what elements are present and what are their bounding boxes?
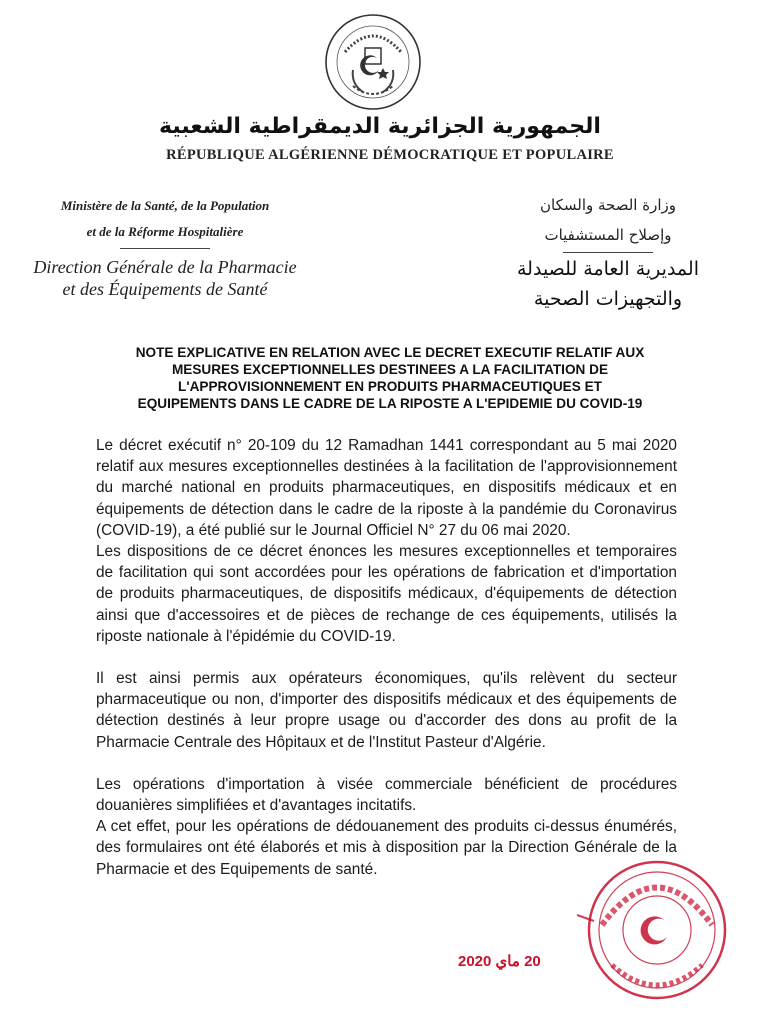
paragraph-3: Il est ainsi permis aux opérateurs économiques, qu'ils relèvent du secteur pharmaceutique ou non, d'importer des dispositifs médicaux et des équipements de détection destinés à leur propre usage ou d'accorder des dons au profit de la Pharmacie Centrale des Hôpitaux et de l'Institut Pasteur d'Algérie.	[96, 670, 677, 751]
ministry-french	[20, 193, 310, 249]
direction-ar-line1: المديرية العامة للصيدلة	[517, 258, 699, 280]
paragraph-4: Les opérations d'importation à visée commerciale bénéficient de procédures douanières simplifiées et d'avantages incitatifs.	[96, 775, 677, 815]
official-seal-icon	[572, 855, 732, 1005]
ministry-arabic	[478, 190, 738, 253]
note-title-line2: MESURES EXCEPTIONNELLES DESTINEES A LA FACILITATION DE	[171, 362, 609, 377]
paragraph-5: A cet effet, pour les opérations de dédouanement des produits ci-dessus énumérés, des formulaires ont été élaborés et mis à disposition par la Direction Générale de la Pharmacie et des Equipements de santé.	[96, 818, 677, 878]
french-republic-title: RÉPUBLIQUE ALGÉRIENNE DÉMOCRATIQUE ET POPULAIRE	[166, 147, 614, 163]
arabic-republic-title: الجمهورية الجزائرية الديمقراطية الشعبية	[159, 114, 601, 139]
date-stamp: 20 ماي 2020	[458, 953, 541, 970]
ministry-ar-line2: وإصلاح المستشفيات	[544, 226, 672, 244]
ministry-fr-line1: Ministère de la Santé, de la Population	[60, 198, 270, 213]
body-text	[96, 435, 677, 880]
national-emblem-icon	[323, 12, 423, 112]
ministry-ar-line1: وزارة الصحة والسكان	[540, 196, 676, 214]
paragraph-2: Les dispositions de ce décret énonces les mesures exceptionnelles et temporaires de facilitation qui sont accordées pour les opérations de fabrication et d'importation de produits pharmaceutiques, de dispositifs médicaux, d'équipements de détection ainsi que d'accessoires et de pièces de rechange de ces équipements, utilisés la riposte nationale à l'épidémie du COVID-19.	[96, 543, 677, 645]
note-title-line1: NOTE EXPLICATIVE EN RELATION AVEC LE DECRET EXECUTIF RELATIF AUX	[135, 345, 645, 360]
note-title-line4: EQUIPEMENTS DANS LE CADRE DE LA RIPOSTE A L'EPIDEMIE DU COVID-19	[137, 396, 643, 411]
divider	[120, 248, 210, 249]
note-title	[70, 344, 710, 412]
direction-fr-line1: Direction Générale de la Pharmacie	[33, 257, 297, 277]
direction-french	[20, 256, 310, 300]
direction-arabic	[478, 254, 738, 314]
ministry-fr-line2: et de la Réforme Hospitalière	[86, 224, 244, 239]
note-title-line3: L'APPROVISIONNEMENT EN PRODUITS PHARMACEUTIQUES ET	[178, 379, 602, 394]
direction-fr-line2: et des Équipements de Santé	[62, 279, 268, 299]
paragraph-1: Le décret exécutif n° 20-109 du 12 Ramadhan 1441 correspondant au 5 mai 2020 relatif aux mesures exceptionnelles destinées à la facilitation de l'approvisionnement du marché national en produits pharmaceutiques, en dispositifs médicaux et en équipements de détection dans le cadre de la riposte à la pandémie du Coronavirus (COVID-19), a été publié sur le Journal Officiel N° 27 du 06 mai 2020.	[96, 437, 677, 539]
divider	[563, 252, 653, 253]
direction-ar-line2: والتجهيزات الصحية	[533, 288, 683, 310]
